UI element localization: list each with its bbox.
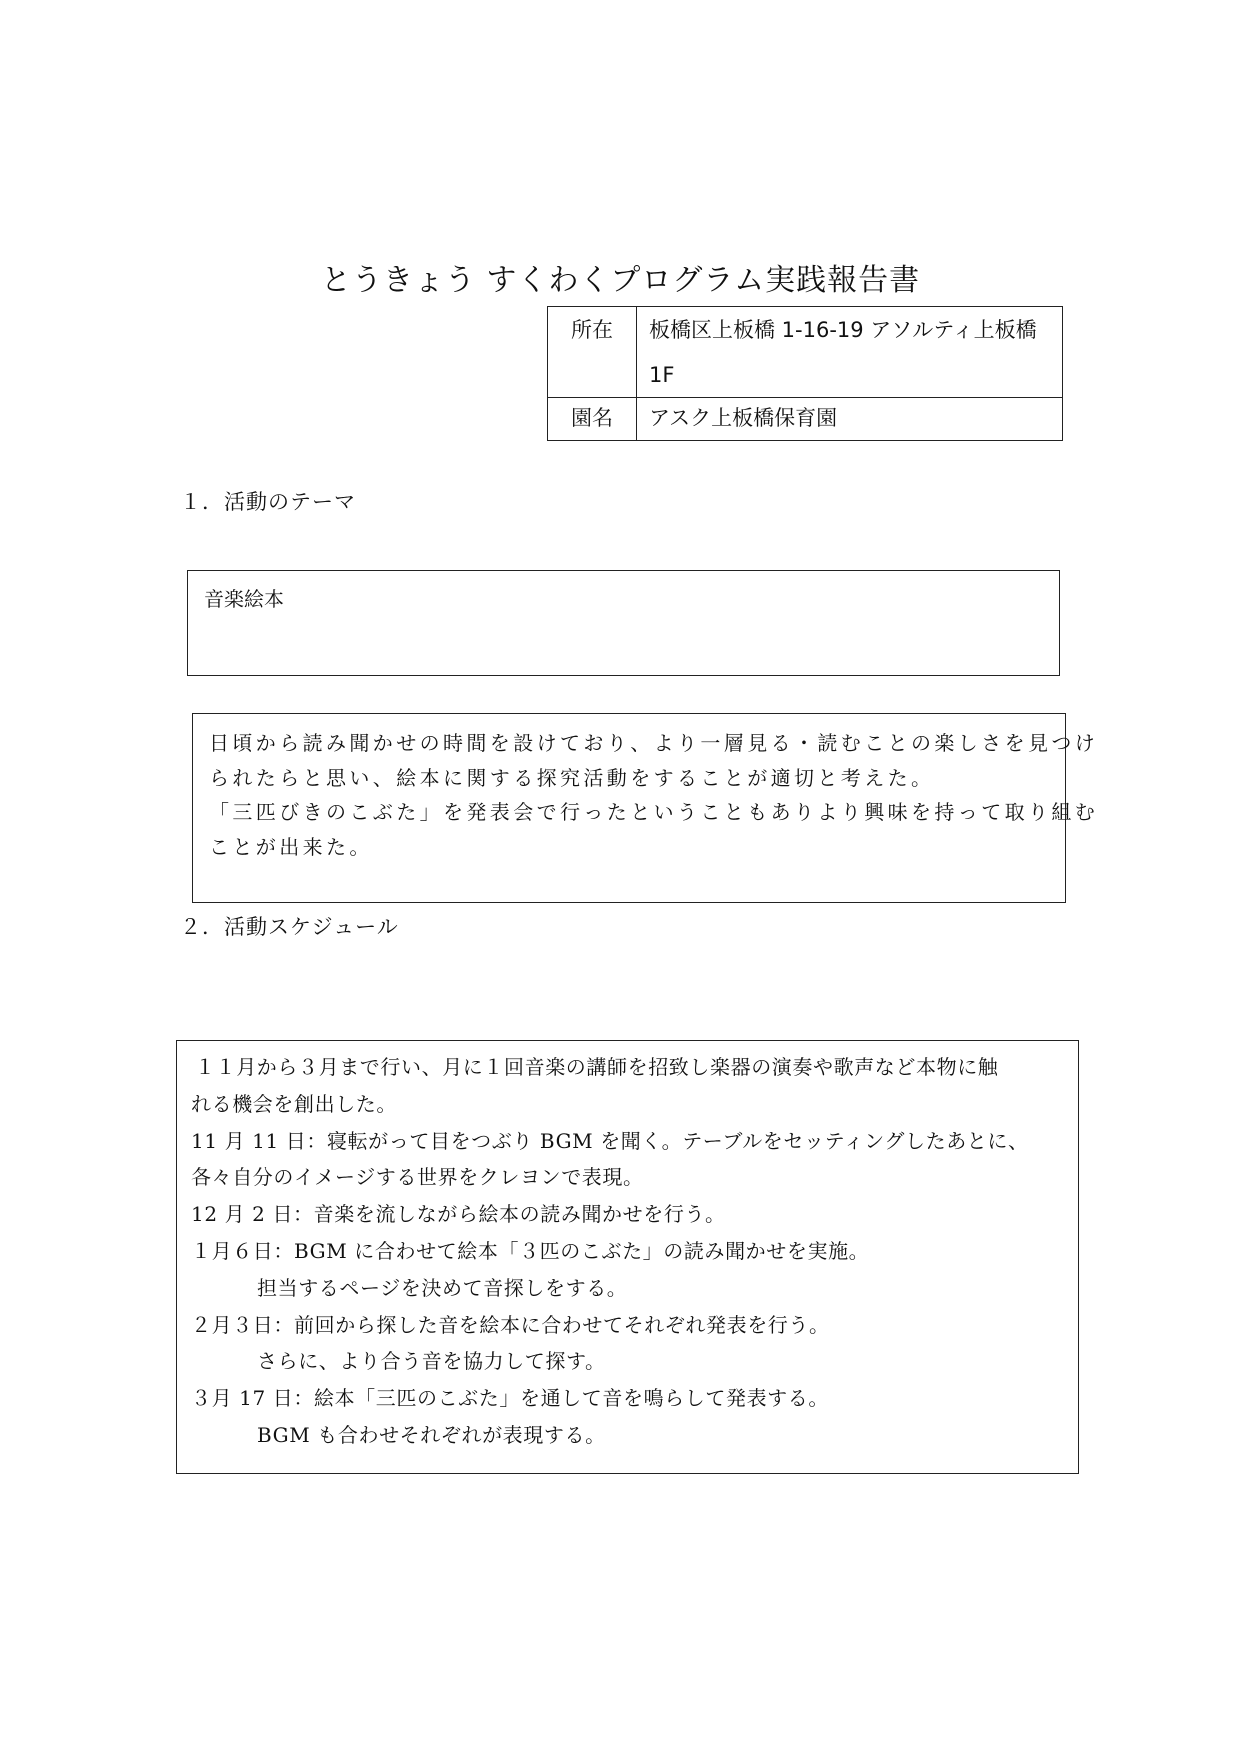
document-title: とうきょう すくわくプログラム実践報告書 (320, 263, 921, 298)
schedule-line: 11 月 11 日：寝転がって目をつぶり BGM を聞く。テーブルをセッティングしたあとに、 (191, 1128, 1029, 1153)
schedule-line: １１月から３月まで行い、月に１回音楽の講師を招致し楽器の演奏や歌声など本物に触 (195, 1055, 999, 1079)
schedule-line: れる機会を創出した。 (191, 1091, 397, 1116)
facility-name-row (548, 398, 1063, 441)
schedule-line: 各々自分のイメージする世界をクレヨンで表現。 (191, 1165, 644, 1190)
section-1-heading: １．活動のテーマ (180, 490, 356, 514)
location-line-2: 1F (649, 363, 675, 387)
schedule-line: BGM も合わせそれぞれが表現する。 (257, 1422, 606, 1447)
schedule-box (176, 1040, 1079, 1474)
theme-box (187, 570, 1060, 676)
schedule-line: 12 月 2 日：音楽を流しながら絵本の読み聞かせを行う。 (191, 1202, 726, 1227)
reason-box (192, 713, 1099, 903)
schedule-line: さらに、より合う音を協力して探す。 (257, 1349, 606, 1374)
location-label: 所在 (571, 318, 613, 342)
location-line-1: 板橋区上板橋 1-16-19 アソルティ上板橋 (649, 318, 1037, 342)
schedule-line: 担当するページを決めて音探しをする。 (257, 1275, 628, 1300)
schedule-line: ２月３日：前回から探した音を絵本に合わせてそれぞれ発表を行う。 (191, 1312, 830, 1337)
reason-line: られたらと思い、絵本に関する探究活動をすることが適切と考えた。 (209, 765, 935, 790)
facility-name-label: 園名 (571, 406, 613, 430)
facility-name-value: アスク上板橋保育園 (649, 406, 838, 430)
location-label-cell (548, 307, 637, 398)
facility-info-table (547, 306, 1063, 441)
section-2-heading: ２．活動スケジュール (180, 915, 399, 939)
reason-line: 日頃から読み聞かせの時間を設けており、より一層見る・読むことの楽しさを見つけ (209, 731, 1099, 755)
theme-text: 音楽絵本 (204, 587, 284, 611)
reason-line: ことが出来た。 (209, 834, 373, 859)
schedule-line: １月６日：BGM に合わせて絵本「３匹のこぶた」の読み聞かせを実施。 (191, 1238, 870, 1263)
facility-name-value-cell (637, 398, 1063, 441)
facility-name-label-cell (548, 398, 637, 441)
reason-line: 「三匹びきのこぶた」を発表会で行ったということもありより興味を持って取り組む (209, 800, 1099, 824)
location-value-cell (637, 307, 1063, 398)
location-row (548, 307, 1063, 398)
schedule-line: ３月 17 日：絵本「三匹のこぶた」を通して音を鳴らして発表する。 (191, 1386, 829, 1411)
